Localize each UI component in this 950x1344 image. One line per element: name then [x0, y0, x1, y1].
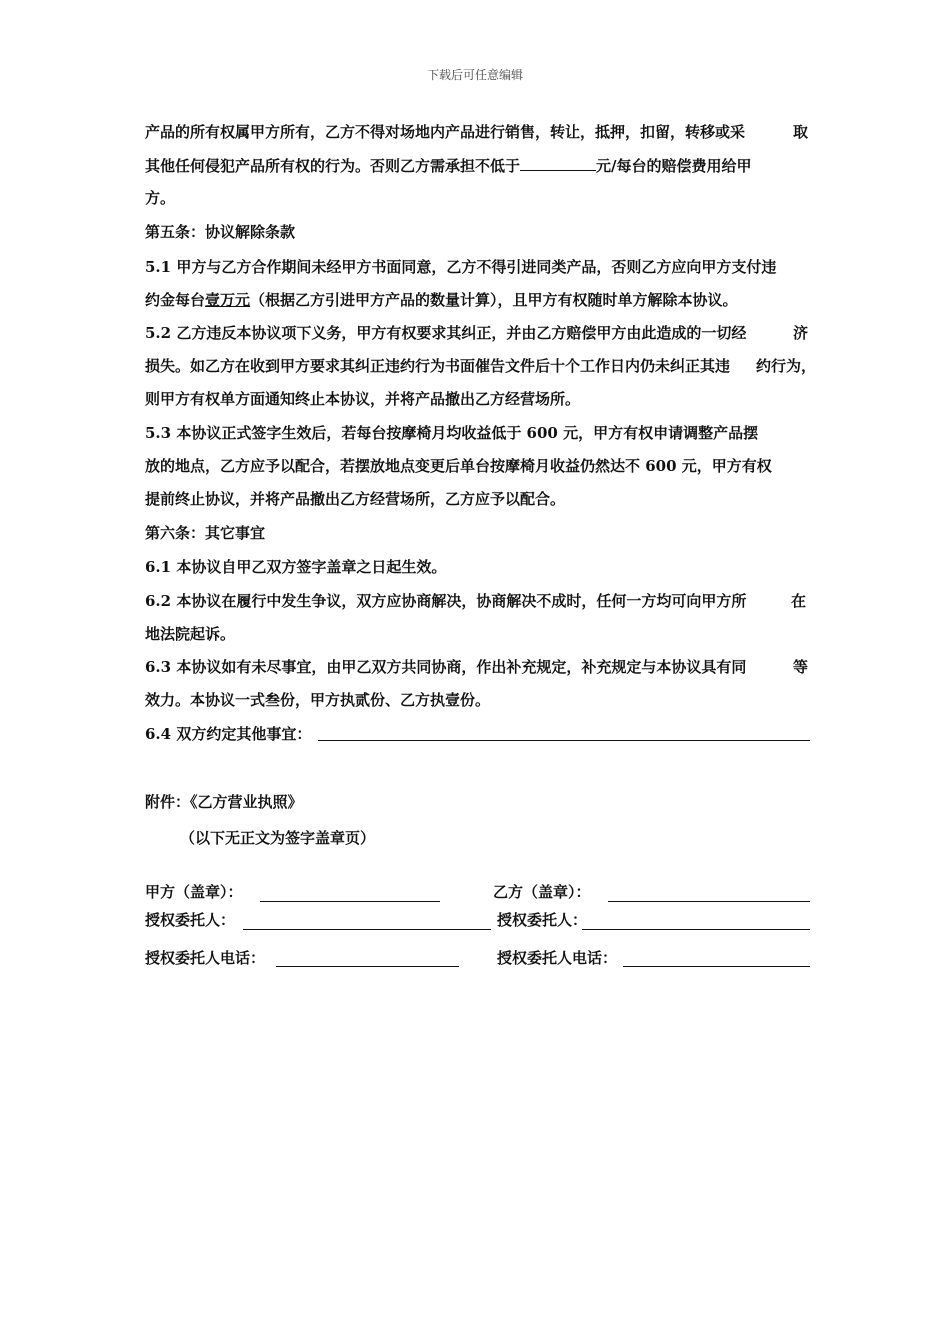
party-a-agent-phone-label: 授权委托人电话：: [145, 949, 266, 967]
article6-title: 第六条：其它事宜: [145, 524, 266, 542]
clause-6-1: 6.1 本协议自甲乙双方签字盖章之日起生效。: [145, 558, 447, 576]
party-b-agent-label: 授权委托人：: [497, 911, 588, 929]
article5-title: 第五条：协议解除条款: [145, 223, 296, 241]
party-a-agent-phone-blank: [276, 966, 459, 967]
party-a-agent-blank: [243, 929, 491, 930]
clause-5-1-line-1: 5.1 甲方与乙方合作期间未经甲方书面同意，乙方不得引进同类产品，否则乙方应向甲方支付违: [145, 258, 777, 276]
party-b-agent-phone-blank: [623, 966, 810, 967]
clause-6-2-line-2: 地法院起诉。: [145, 625, 236, 643]
ownership-line-3: 方。: [145, 189, 176, 207]
clause-5-2-line-2: 损失。如乙方在收到甲方要求其纠正违约行为书面催告文件后十个工作日内仍未纠正其违: [145, 357, 731, 375]
clause-5-3-line-2: 放的地点，乙方应予以配合，若摆放地点变更后单台按摩椅月收益仍然达不 600 元，甲方有权: [145, 457, 772, 475]
clause-5-2-line-2-end: 约行为，: [755, 357, 816, 375]
party-b-agent-phone-label: 授权委托人电话：: [497, 949, 618, 967]
clause-6-3-line-2: 效力。本协议一式叁份，甲方执贰份、乙方执壹份。: [145, 691, 491, 709]
ownership-line-1-end: 取: [792, 123, 808, 141]
clause-6-2-line-1-end: 在: [790, 592, 806, 610]
party-b-seal-label: 乙方（盖章）：: [493, 883, 591, 901]
attachment-line: 附件：《乙方营业执照》: [145, 793, 303, 811]
clause-5-2-line-1: 5.2 乙方违反本协议项下义务，甲方有权要求其纠正，并由乙方赔偿甲方由此造成的一切经: [145, 324, 747, 342]
penalty-amount: 壹万元: [205, 291, 251, 309]
party-b-agent-blank: [582, 929, 810, 930]
party-a-agent-label: 授权委托人：: [145, 911, 236, 929]
other-matters-blank: [318, 740, 810, 741]
ownership-line-2: 其他任何侵犯产品所有权的行为。否则乙方需承担不低于 元/每台的赔偿费用给甲: [145, 154, 752, 177]
clause-6-3-line-1-end: 等: [792, 658, 808, 676]
party-a-seal-blank: [260, 901, 440, 902]
party-b-seal-blank: [608, 901, 810, 902]
page-header: 下载后可任意编辑: [426, 68, 523, 82]
compensation-amount-blank: [520, 154, 596, 171]
clause-5-2-line-1-end: 济: [792, 324, 808, 342]
clause-5-3-line-1: 5.3 本协议正式签字生效后，若每台按摩椅月均收益低于 600 元，甲方有权申请调整产品摆: [145, 424, 759, 442]
ownership-line-1: 产品的所有权属甲方所有，乙方不得对场地内产品进行销售，转让，抵押，扣留，转移或采: [145, 123, 746, 141]
party-a-seal-label: 甲方（盖章）：: [145, 883, 243, 901]
clause-6-3-line-1: 6.3 本协议如有未尽事宜，由甲乙双方共同协商，作出补充规定，补充规定与本协议具有同: [145, 658, 747, 676]
clause-5-1-line-2: 约金每台壹万元（根据乙方引进甲方产品的数量计算），且甲方有权随时单方解除本协议。: [145, 291, 738, 309]
clause-5-3-line-3: 提前终止协议，并将产品撤出乙方经营场所，乙方应予以配合。: [145, 490, 566, 508]
clause-6-2-line-1: 6.2 本协议在履行中发生争议，双方应协商解决，协商解决不成时，任何一方均可向甲方所: [145, 592, 747, 610]
clause-5-2-line-3: 则甲方有权单方面通知终止本协议，并将产品撤出乙方经营场所。: [145, 390, 581, 408]
clause-6-4: 6.4 双方约定其他事宜：: [145, 725, 312, 743]
signature-page-note: （以下无正文为签字盖章页）: [180, 829, 376, 847]
